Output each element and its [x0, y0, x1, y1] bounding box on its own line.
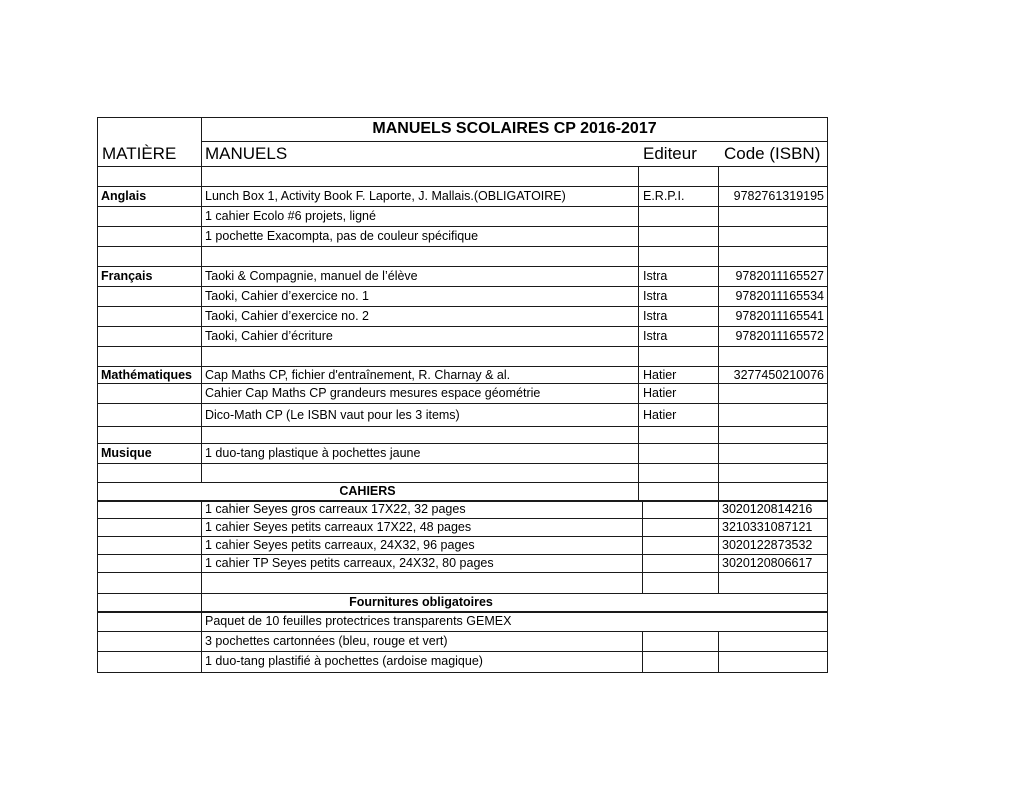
isbn-cell: 9782011165572	[735, 329, 824, 343]
publisher-cell: E.R.P.I.	[643, 189, 685, 203]
publisher-cell	[643, 246, 719, 266]
header-subject: MATIÈRE	[102, 143, 177, 163]
manual-cell: Lunch Box 1, Activity Book F. Laporte, J. Mallais.(OBLIGATOIRE)	[205, 189, 566, 203]
publisher-cell: Istra	[643, 329, 668, 343]
publisher-cell: Hatier	[643, 367, 677, 382]
manual-cell	[205, 426, 637, 443]
manual-cell: Cahier Cap Maths CP grandeurs mesures espace géométrie	[205, 386, 541, 400]
isbn-cell	[719, 403, 824, 426]
manual-cell: Taoki, Cahier d’écriture	[205, 329, 333, 343]
subject-cell: Anglais	[101, 189, 147, 203]
cahier-isbn: 3210331087121	[722, 520, 813, 534]
subject-cell: Mathématiques	[101, 367, 192, 382]
fourniture-label: 1 duo-tang plastifié à pochettes (ardoise magique)	[205, 654, 483, 668]
manual-cell: 1 duo-tang plastique à pochettes jaune	[205, 446, 421, 460]
subject-cell	[101, 206, 201, 226]
isbn-cell: 9782011165534	[735, 289, 824, 303]
publisher-cell: Hatier	[643, 407, 677, 422]
cahier-isbn: 3020120814216	[722, 502, 813, 516]
publisher-cell: Hatier	[643, 386, 677, 400]
cahier-label: 1 cahier TP Seyes petits carreaux, 24X32, 80 pages	[205, 556, 494, 570]
manual-cell	[205, 246, 637, 266]
manual-cell	[205, 346, 637, 366]
publisher-cell	[643, 426, 719, 443]
grid-line	[638, 166, 639, 501]
grid-line	[718, 631, 719, 673]
isbn-cell: 3277450210076	[733, 367, 824, 382]
subject-cell	[101, 286, 201, 306]
fourniture-label: 3 pochettes cartonnées (bleu, rouge et vert)	[205, 634, 448, 648]
publisher-cell: Istra	[643, 289, 668, 303]
header-publisher: Editeur	[643, 143, 697, 163]
isbn-cell	[719, 443, 824, 463]
subject-cell	[101, 426, 201, 443]
isbn-cell	[719, 426, 824, 443]
cahiers-heading: CAHIERS	[339, 484, 396, 498]
isbn-cell: 9782761319195	[733, 189, 824, 203]
manual-cell: Taoki, Cahier d’exercice no. 2	[205, 309, 369, 323]
fourniture-label: Paquet de 10 feuilles protectrices transparents GEMEX	[205, 614, 512, 628]
grid-line	[201, 117, 202, 483]
subject-cell: Français	[101, 269, 153, 283]
publisher-cell	[643, 226, 719, 246]
cahier-label: 1 cahier Seyes petits carreaux, 24X32, 96 pages	[205, 538, 475, 552]
school-supplies-table	[97, 117, 828, 673]
manual-cell: Taoki, Cahier d’exercice no. 1	[205, 289, 369, 303]
subject-cell	[101, 306, 201, 326]
publisher-cell	[643, 206, 719, 226]
publisher-cell	[643, 443, 719, 463]
manual-cell: 1 pochette Exacompta, pas de couleur spécifique	[205, 229, 479, 243]
grid-line	[201, 500, 202, 673]
subject-cell	[101, 383, 201, 403]
publisher-cell: Istra	[643, 309, 668, 323]
subject-cell: Musique	[101, 446, 152, 460]
subject-cell	[101, 246, 201, 266]
manual-cell: Taoki & Compagnie, manuel de l’élève	[205, 269, 418, 283]
manual-cell: Cap Maths CP, fichier d'entraînement, R. Charnay & al.	[205, 367, 511, 382]
publisher-cell: Istra	[643, 269, 668, 283]
fournitures-heading: Fournitures obligatoires	[349, 595, 493, 609]
header-isbn: Code (ISBN)	[724, 143, 821, 163]
header-manuals: MANUELS	[205, 143, 288, 163]
subject-cell	[101, 326, 201, 346]
isbn-cell: 9782011165541	[735, 309, 824, 323]
manual-cell: Dico-Math CP (Le ISBN vaut pour les 3 items)	[205, 407, 460, 422]
subject-cell	[101, 403, 201, 426]
isbn-cell	[719, 206, 824, 226]
grid-line	[642, 500, 643, 594]
grid-line	[97, 117, 98, 673]
cahier-isbn: 3020122873532	[722, 538, 813, 552]
isbn-cell	[719, 226, 824, 246]
publisher-cell	[643, 346, 719, 366]
isbn-cell: 9782011165527	[735, 269, 824, 283]
manual-cell: 1 cahier Ecolo #6 projets, ligné	[205, 209, 376, 223]
cahier-label: 1 cahier Seyes petits carreaux 17X22, 48 pages	[205, 520, 472, 534]
cahier-label: 1 cahier Seyes gros carreaux 17X22, 32 pages	[205, 502, 466, 516]
isbn-cell	[719, 246, 824, 266]
subject-cell	[101, 346, 201, 366]
isbn-cell	[719, 383, 824, 403]
isbn-cell	[719, 346, 824, 366]
subject-cell	[101, 226, 201, 246]
grid-line	[827, 117, 828, 673]
grid-line	[718, 500, 719, 594]
table-title: MANUELS SCOLAIRES CP 2016-2017	[372, 120, 657, 137]
cahier-isbn: 3020120806617	[722, 556, 813, 570]
